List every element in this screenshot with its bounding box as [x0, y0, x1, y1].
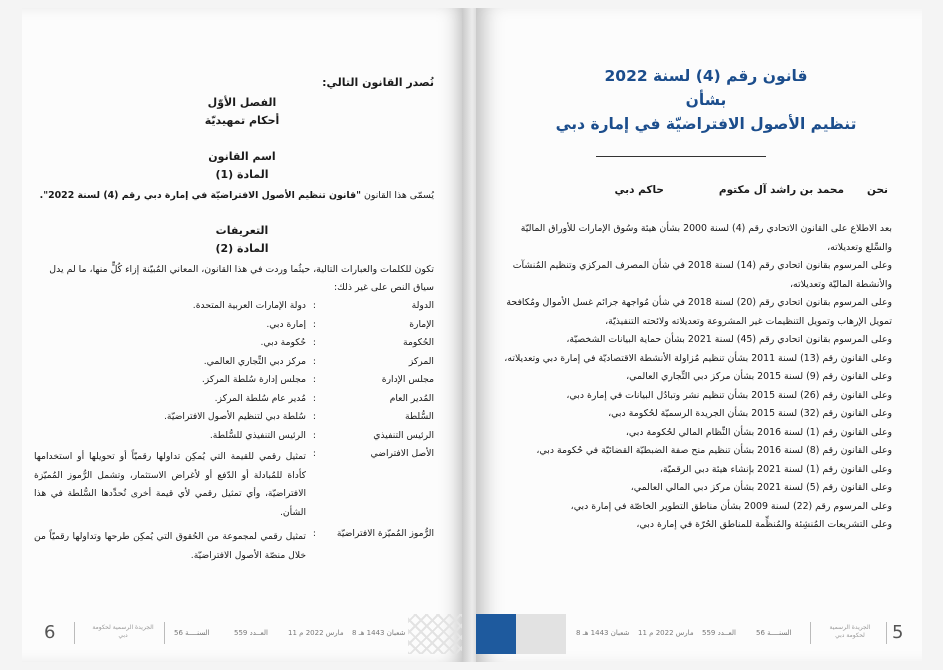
gazette-logo: الجريدة الرسمية لحكومة دبي — [829, 624, 871, 639]
definition-term: الرئيس التنفيذي — [373, 429, 434, 441]
definition-term: الدولة — [411, 300, 434, 311]
definition-row: الدولة : دولة الإمارات العربية المتحدة. — [34, 300, 434, 319]
definitions-list — [34, 300, 434, 565]
law-name-heading: اسم القانون — [208, 150, 276, 163]
issuer-we: نحن — [867, 184, 888, 196]
definition-meaning: مُدير عام سُلطة المركز. — [214, 392, 306, 404]
gazette-logo: الجريدة الرسمية لحكومة دبي — [92, 624, 154, 639]
definition-row: الحُكومة : حُكومة دبي. — [34, 337, 434, 356]
definition-term: المركز — [408, 355, 434, 367]
preamble-line: والسِّلع وتعديلاته، — [827, 241, 892, 253]
definition-meaning: سُلطة دبي لتنظيم الأصول الافتراضيّة. — [164, 411, 306, 422]
chapter-title: أحكام تمهيديّة — [204, 114, 280, 127]
definition-meaning: حُكومة دبي. — [260, 337, 306, 348]
definition-row: المركز : مركز دبي التِّجاري العالمي. — [34, 356, 434, 375]
preamble-line: والأنشطة الماليّة وتعديلاته، — [789, 278, 892, 290]
page-number: 6 — [44, 622, 56, 643]
preamble-line: تمويل الإرهاب وتمويل التنظيمات غير المشروعة وتعديلاته ولائحته التنفيذيّة، — [605, 315, 892, 327]
definition-term: الإمارة — [409, 318, 434, 330]
footer-issue: العــدد 559 — [234, 629, 268, 637]
preamble-line: بعد الاطلاع على القانون الاتحادي رقم (4) لسنة 2000 بشأن هيئة وسُوق الإمارات للأوراق الماليّة — [520, 223, 892, 234]
footer-gray-block — [516, 614, 566, 654]
footer-blue-block — [476, 614, 516, 654]
footer-issue: العــدد 559 — [702, 629, 736, 637]
left-footer — [22, 614, 468, 654]
footer-date-hijri: 8 شعبان 1443 هـ — [576, 629, 630, 637]
definition-meaning: الرئيس التنفيذي للسُّلطة. — [209, 429, 306, 441]
definition-term: الحُكومة — [403, 337, 434, 348]
definition-meaning: تمثيل رقمي للقيمة التي يُمكِن تداولها رقميّاً أو تحويلها أو استخدامها كأداة للمُبادلة أو الدّفع أو لأغراض الاستثمار، وتشمل الرُّموز المُميّزة الافتراضيّة، وأي تمثيل رقمي لأي قيمة أخرى تُحدِّدها السُّلطة في هذا الشأن. — [34, 451, 306, 518]
law-title-line: تنظيم الأصول الافتراضيّة في إمارة دبي — [555, 115, 857, 133]
definition-row: الإمارة : إمارة دبي. — [34, 319, 434, 338]
right-page — [476, 8, 922, 662]
article-1-law-name: "قانون تنظيم الأصول الافتراضيّة في إمارة دبي رقم (4) لسنة 2022". — [39, 190, 361, 201]
preamble-line: وعلى القانون رقم (26) لسنة 2015 بشأن تنظيم نشر وتبادُل البيانات في إمارة دبي، — [566, 389, 892, 401]
issuer-role: حاكم دبي — [614, 184, 664, 196]
preamble-line: وعلى التشريعات المُنشِئة والمُنظِّمة للمناطق الحُرّة في إمارة دبي، — [636, 519, 892, 530]
preamble-line: وعلى القانون رقم (1) لسنة 2021 بإنشاء هيئة دبي الرقميّة، — [659, 463, 892, 475]
definition-row: مجلس الإدارة : مجلس إدارة سُلطة المركز. — [34, 374, 434, 393]
preamble-line: وعلى القانون رقم (32) لسنة 2015 بشأن الجريدة الرسميّة لحُكومة دبي، — [608, 408, 892, 419]
left-page — [22, 8, 468, 662]
preamble-line: وعلى المرسوم بقانون اتحادي رقم (14) لسنة 2018 في شأن المصرف المركزي وتنظيم المُنشآت — [512, 260, 892, 271]
preamble-line: وعلى المرسوم بقانون اتحادي رقم (45) لسنة 2021 بشأن حماية البيانات الشخصيّة، — [566, 334, 892, 345]
preamble-line: وعلى القانون رقم (9) لسنة 2015 بشأن مركز دبي التِّجاري العالمي، — [626, 371, 892, 382]
footer-date-gregorian: 11 مارس 2022 م — [288, 629, 344, 637]
definition-row: الرئيس التنفيذي : الرئيس التنفيذي للسُّلطة. — [34, 430, 434, 449]
footer-pattern — [408, 614, 468, 654]
preamble-line: وعلى القانون رقم (8) لسنة 2016 بشأن تنظيم منح صفة الضبطيّة القضائيّة في حُكومة دبي، — [536, 445, 892, 456]
preamble-line: وعلى القانون رقم (13) لسنة 2011 بشأن تنظيم مُزاولة الأنشطة الاقتصاديّة في إمارة دبي وتعديلاته، — [504, 352, 892, 364]
preamble-line: وعلى القانون رقم (5) لسنة 2021 بشأن مركز دبي المالي العالمي، — [630, 482, 892, 493]
preamble — [502, 220, 892, 535]
article-2-intro-line: سياق النص على غير ذلك: — [333, 282, 434, 293]
definition-meaning: إمارة دبي. — [266, 318, 306, 330]
issue-line: نُصدر القانون التالي: — [322, 76, 434, 89]
definition-row: السُّلطة : سُلطة دبي لتنظيم الأصول الافتراضيّة. — [34, 411, 434, 430]
definition-meaning: مركز دبي التِّجاري العالمي. — [203, 355, 306, 367]
definition-term: مجلس الإدارة — [381, 374, 434, 385]
law-title — [516, 64, 896, 136]
footer-date-gregorian: 11 مارس 2022 م — [638, 629, 694, 637]
issuer-name: محمد بن راشد آل مكتوم — [718, 184, 844, 196]
definition-row: المُدير العام : مُدير عام سُلطة المركز. — [34, 393, 434, 412]
article-1-heading: المادة (1) — [215, 168, 269, 181]
definition-meaning: دولة الإمارات العربية المتحدة. — [192, 300, 306, 311]
footer-year: السنــــة 56 — [174, 629, 210, 637]
chapter-heading: الفصل الأوّل — [207, 96, 277, 109]
title-divider — [596, 156, 766, 157]
definitions-heading: التعريفات — [215, 224, 269, 237]
preamble-line: وعلى المرسوم رقم (22) لسنة 2009 بشأن مناطق التطوير الخاصّة في إمارة دبي، — [570, 500, 892, 512]
law-title-line: قانون رقم (4) لسنة 2022 — [604, 67, 808, 85]
definition-term: الأصل الافتراضي — [370, 448, 434, 459]
preamble-line: وعلى المرسوم بقانون اتحادي رقم (20) لسنة 2018 في شأن مُواجهة جرائم غسل الأموال ومُكافحة — [506, 297, 892, 308]
definition-row: الأصل الافتراضي : تمثيل رقمي للقيمة التي يُمكِن تداولها رقميّاً أو تحويلها أو استخدامها كأداة للمُبادلة أو الدّفع أو لأغراض الاستثمار، وتشمل الرُّموز المُميّزة الافتراضيّة، وأي تمثيل رقمي لأي قيمة أخرى تُحدِّدها السُّلطة في هذا الشأن. — [34, 448, 434, 522]
law-title-line: بشأن — [685, 91, 727, 109]
definition-term: الرُّموز المُميّزة الافتراضيّة — [336, 528, 434, 539]
right-footer — [476, 614, 922, 654]
definition-term: المُدير العام — [389, 392, 434, 404]
article-1-text — [34, 187, 434, 205]
definition-row: الرُّموز المُميّزة الافتراضيّة : تمثيل رقمي لمجموعة من الحُقوق التي يُمكِن طرحها وتداولها رقميّاً من خلال منصّة الأصول الافتراضيّة. — [34, 528, 434, 565]
footer-date-hijri: 8 شعبان 1443 هـ — [352, 629, 406, 637]
article-2-heading: المادة (2) — [215, 242, 269, 255]
definition-meaning: تمثيل رقمي لمجموعة من الحُقوق التي يُمكِن طرحها وتداولها رقميّاً من خلال منصّة الأصول الافتراضيّة. — [34, 531, 306, 561]
preamble-line: وعلى القانون رقم (1) لسنة 2016 بشأن النِّظام المالي لحُكومة دبي، — [625, 426, 892, 438]
definition-term: السُّلطة — [404, 411, 434, 422]
definition-meaning: مجلس إدارة سُلطة المركز. — [201, 374, 306, 385]
article-1-text-a: يُسمّى هذا القانون — [360, 190, 434, 201]
article-2-intro — [34, 261, 434, 297]
footer-year: السنــــة 56 — [756, 629, 792, 637]
article-2-intro-line: تكون للكلمات والعبارات التالية، حيثُما وردت في هذا القانون، المعاني المُبيّنة إزاء كُلٍّ منها، ما لم يدل — [49, 264, 434, 275]
page-number: 5 — [892, 622, 904, 643]
